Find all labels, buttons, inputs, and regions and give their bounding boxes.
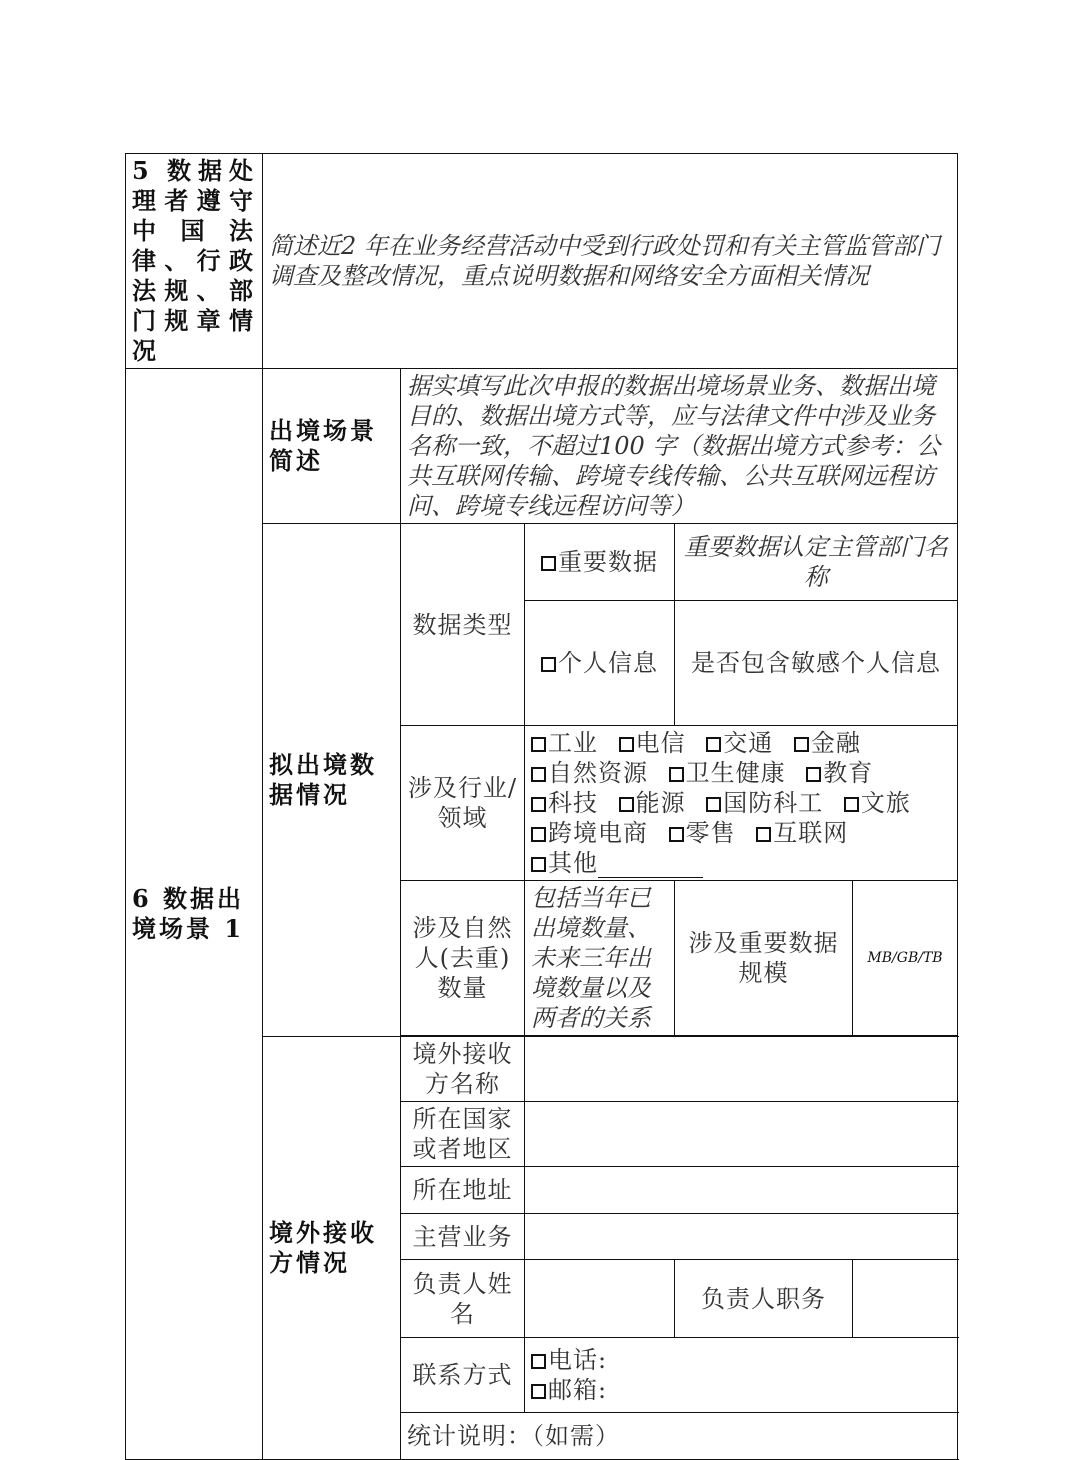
important-data-label: 重要数据 <box>558 548 658 576</box>
checkbox-icon[interactable] <box>806 767 821 782</box>
row5-label: 5 数据处理者遵守中国法律、行政法规、部门规章情况 <box>132 156 256 365</box>
recipient-address-label-cell <box>401 1167 525 1214</box>
recipient-name-input[interactable] <box>525 1037 958 1102</box>
phone-checkbox[interactable] <box>531 1354 546 1369</box>
scenario-label-cell <box>263 369 401 524</box>
industry-label-cell <box>401 726 525 881</box>
personal-info-label: 个人信息 <box>558 649 658 677</box>
recipient-country-label-cell <box>401 1102 525 1167</box>
industry-option[interactable]: 金融 <box>794 729 861 757</box>
persons-hint: 包括当年已出境数量、未来三年出境数量以及两者的关系 <box>531 884 651 1032</box>
industry-option[interactable]: 跨境电商 <box>531 819 648 847</box>
industry-option[interactable]: 互联网 <box>756 819 848 847</box>
checkbox-icon[interactable] <box>619 797 634 812</box>
sensitive-question: 是否包含敏感个人信息 <box>691 649 941 677</box>
checkbox-icon[interactable] <box>756 827 771 842</box>
industry-option[interactable]: 能源 <box>619 789 686 817</box>
industry-option[interactable]: 卫生健康 <box>669 759 786 787</box>
email-checkbox[interactable] <box>531 1384 546 1399</box>
person-title-input[interactable] <box>853 1260 958 1338</box>
important-data-cell <box>525 524 675 601</box>
scenario-label: 出境场景简述 <box>269 416 377 475</box>
data-type-label: 数据类型 <box>412 610 513 639</box>
checkbox-icon[interactable] <box>669 827 684 842</box>
planned-label: 拟出境数据情况 <box>269 750 377 809</box>
recipient-address-label: 所在地址 <box>412 1176 513 1204</box>
checkbox-icon[interactable] <box>531 857 546 872</box>
recipient-country-label: 所在国家或者地区 <box>412 1105 513 1163</box>
industry-option[interactable]: 教育 <box>806 759 873 787</box>
scenario-content-cell[interactable] <box>401 369 958 524</box>
checkbox-icon[interactable] <box>794 737 809 752</box>
industry-option[interactable]: 电信 <box>619 729 686 757</box>
industry-option[interactable]: 零售 <box>669 819 736 847</box>
recipient-name-label-cell <box>401 1037 525 1102</box>
contact-cell <box>525 1338 958 1413</box>
checkbox-icon[interactable] <box>706 737 721 752</box>
contact-label-cell <box>401 1338 525 1413</box>
recipient-business-label-cell <box>401 1214 525 1260</box>
contact-label: 联系方式 <box>412 1361 513 1389</box>
row6-label: 6 数据出境场景 1 <box>132 884 245 943</box>
row5-hint: 简述近2 年在业务经营活动中受到行政处罚和有关主管监管部门调查及整改情况，重点说明数据和网络安全方面相关情况 <box>269 232 940 290</box>
stats-cell[interactable] <box>401 1413 958 1460</box>
person-name-input[interactable] <box>525 1260 675 1338</box>
other-fill-line[interactable] <box>598 855 703 878</box>
checkbox-icon[interactable] <box>531 737 546 752</box>
industry-option[interactable]: 工业 <box>531 729 598 757</box>
checkbox-icon[interactable] <box>531 797 546 812</box>
application-form-table <box>125 153 958 1460</box>
planned-label-cell <box>263 524 401 1037</box>
checkbox-icon[interactable] <box>531 827 546 842</box>
recipient-label-cell <box>263 1037 401 1460</box>
stats-label: 统计说明：（如需） <box>407 1422 620 1450</box>
row5-label-cell <box>126 154 263 369</box>
checkbox-icon[interactable] <box>844 797 859 812</box>
industry-option[interactable]: 交通 <box>706 729 773 757</box>
industry-option[interactable]: 国防科工 <box>706 789 823 817</box>
scale-unit: MB/GB/TB <box>867 950 943 966</box>
industry-option[interactable]: 自然资源 <box>531 759 648 787</box>
row5-content-cell[interactable] <box>263 154 958 369</box>
scale-label: 涉及重要数据规模 <box>688 929 839 987</box>
recipient-label: 境外接收方情况 <box>269 1218 377 1277</box>
checkbox-icon[interactable] <box>619 737 634 752</box>
row6-label-cell <box>126 369 263 1460</box>
industry-option[interactable]: 科技 <box>531 789 598 817</box>
person-title-label-cell <box>675 1260 853 1338</box>
person-name-label: 负责人姓名 <box>412 1269 513 1328</box>
data-type-label-cell <box>401 524 525 726</box>
industry-label: 涉及行业/领域 <box>407 774 518 832</box>
person-title-label: 负责人职务 <box>701 1284 826 1313</box>
persons-label-cell <box>401 881 525 1036</box>
scenario-hint: 据实填写此次申报的数据出境场景业务、数据出境目的、数据出境方式等，应与法律文件中涉及业务名称一致，不超过100 字（数据出境方式参考：公共互联网传输、跨境专线传输、公共互联网远程访问、跨境专线远程访问等） <box>407 372 941 520</box>
sensitive-question-cell <box>675 601 958 726</box>
recipient-country-input[interactable] <box>525 1102 958 1167</box>
scale-label-cell <box>675 881 853 1036</box>
recipient-address-input[interactable] <box>525 1167 958 1214</box>
recipient-business-label: 主营业务 <box>412 1222 513 1251</box>
phone-label: 电话: <box>548 1346 608 1374</box>
persons-label: 涉及自然人(去重)数量 <box>412 914 513 1002</box>
industry-options-cell <box>525 726 958 881</box>
checkbox-icon[interactable] <box>706 797 721 812</box>
industry-option-other[interactable]: 其他 <box>531 849 703 877</box>
recipient-name-label: 境外接收方名称 <box>412 1040 513 1098</box>
checkbox-icon[interactable] <box>531 767 546 782</box>
email-label: 邮箱: <box>548 1376 608 1404</box>
person-name-label-cell <box>401 1260 525 1338</box>
important-dept-cell[interactable] <box>675 524 958 601</box>
important-data-checkbox[interactable] <box>541 556 556 571</box>
personal-info-checkbox[interactable] <box>541 657 556 672</box>
checkbox-icon[interactable] <box>669 767 684 782</box>
personal-info-cell <box>525 601 675 726</box>
persons-hint-cell[interactable] <box>525 881 675 1036</box>
industry-option[interactable]: 文旅 <box>844 789 911 817</box>
industry-options <box>525 726 957 880</box>
scale-unit-cell[interactable] <box>853 881 958 1036</box>
important-dept-hint: 重要数据认定主管部门名称 <box>684 533 948 591</box>
recipient-business-input[interactable] <box>525 1214 958 1260</box>
